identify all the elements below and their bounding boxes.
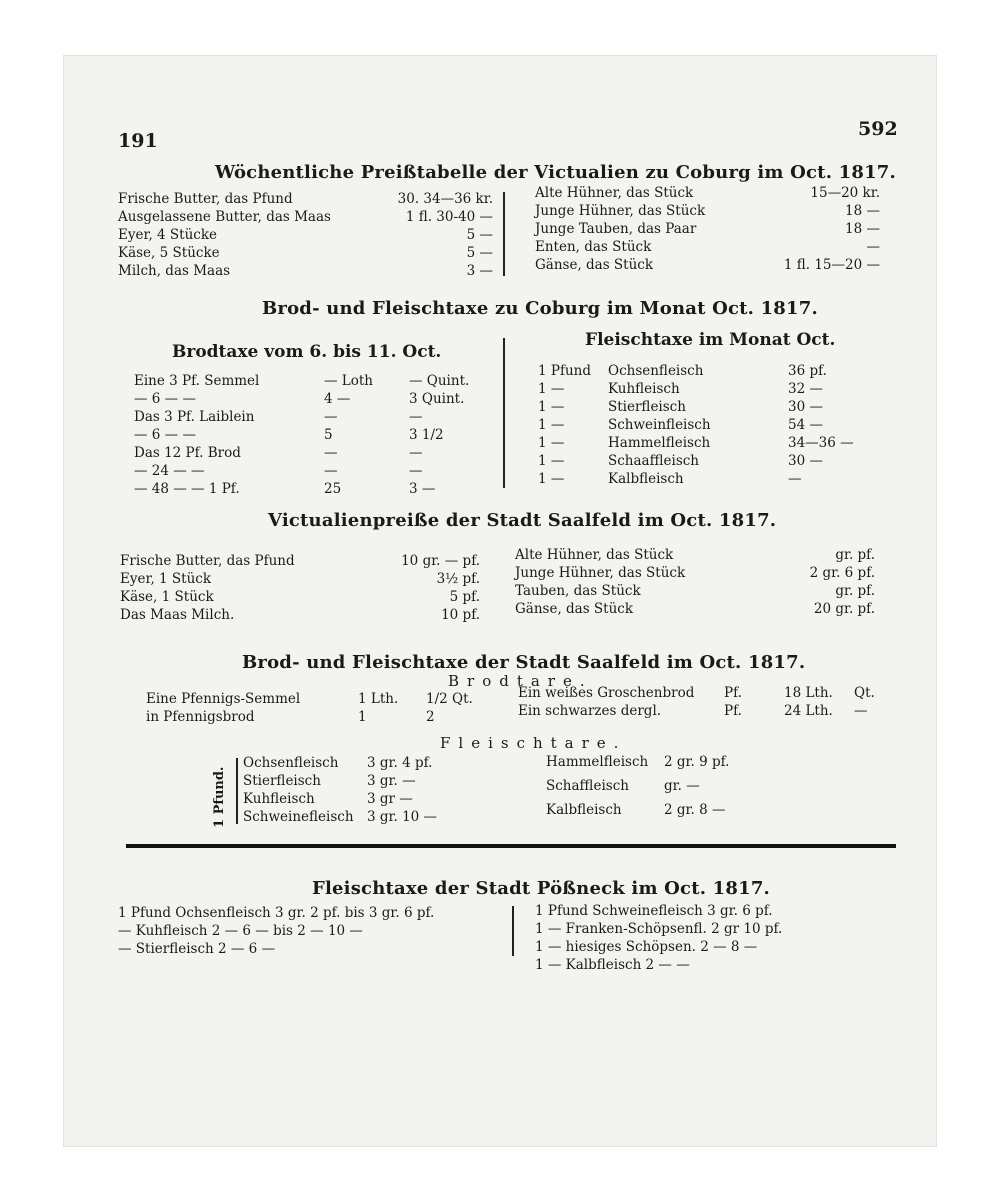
meat-price: 30 —	[788, 453, 823, 469]
meat-price: 2 gr. 9 pf.	[664, 754, 730, 770]
page-number-right: 592	[858, 118, 898, 140]
item-label: Junge Hühner, das Stück	[535, 203, 706, 219]
bread-loth: 24 Lth.	[784, 703, 833, 719]
bread-item: Eine 3 Pf. Semmel	[134, 373, 260, 389]
section-rule	[126, 844, 896, 848]
table-row	[146, 708, 516, 726]
saalfeld-prices-left-table	[120, 552, 480, 624]
bread-item: Ein weißes Groschenbrod	[518, 685, 695, 701]
table-row	[243, 790, 483, 808]
coburg-meat-table	[538, 362, 858, 488]
poessneck-left-table	[118, 904, 434, 958]
bread-item: Ein schwarzes dergl.	[518, 703, 662, 719]
side-label-pfund: 1 Pfund.	[212, 766, 227, 828]
bread-weight-quint: —	[409, 463, 423, 479]
table-row	[538, 434, 858, 452]
saalfeld-meat-left-table	[243, 754, 483, 826]
table-row	[546, 774, 806, 798]
table-row	[546, 798, 806, 822]
item-label: Junge Tauben, das Paar	[535, 221, 697, 237]
table-row	[118, 226, 493, 244]
item-label: Gänse, das Stück	[515, 601, 634, 617]
table-row	[134, 408, 474, 426]
bread-weight-loth: — Loth	[324, 373, 374, 389]
bread-item: Das 12 Pf. Brod	[134, 445, 241, 461]
table-row	[546, 750, 806, 774]
bread-weight-quint: 3 —	[409, 481, 436, 497]
table-row	[538, 362, 858, 380]
table-row	[535, 184, 880, 202]
bread-item: — 6 — —	[134, 427, 196, 443]
meat-item: Kuhfleisch	[243, 791, 315, 807]
poessneck-right-table	[535, 902, 782, 974]
meat-price: —	[788, 471, 802, 487]
coburg-tax-title: Brod- und Fleischtaxe zu Coburg im Monat Oct. 1817.	[262, 298, 818, 319]
bread-weight-quint: —	[409, 445, 423, 461]
table-row	[134, 462, 474, 480]
bread-quint: Qt.	[854, 685, 875, 701]
table-row	[134, 372, 474, 390]
meat-price: 36 pf.	[788, 363, 827, 379]
item-price: 3½ pf.	[436, 571, 480, 587]
item-label: Eyer, 1 Stück	[120, 571, 212, 587]
meat-item: Schaffleisch	[546, 778, 629, 794]
coburg-weekly-left-table	[118, 190, 493, 280]
table-row	[120, 588, 480, 606]
table-row	[535, 238, 880, 256]
table-row	[515, 564, 875, 582]
table-row	[120, 552, 480, 570]
meat-price: 3 gr. —	[367, 773, 416, 789]
item-price: 18 —	[845, 221, 880, 237]
bread-weight-quint: 3 1/2	[409, 427, 444, 443]
meat-item: Stierfleisch	[243, 773, 321, 789]
saalfeld-meat-label: Fleischtare.	[440, 734, 627, 752]
meat-item: Kalbfleisch	[546, 802, 622, 818]
item-price: 10 gr. — pf.	[401, 553, 480, 569]
item-price: 3 —	[466, 263, 493, 279]
meat-item: Stierfleisch	[608, 399, 686, 415]
table-row	[538, 380, 858, 398]
item-price: 2 gr. 6 pf.	[809, 565, 875, 581]
item-label: Frische Butter, das Pfund	[120, 553, 295, 569]
table-row: 1 — Franken-Schöpsenfl. 2 gr 10 pf.	[535, 921, 783, 937]
meat-price: 3 gr. 10 —	[367, 809, 438, 825]
table-row	[118, 262, 493, 280]
meat-qty: 1 —	[538, 453, 565, 469]
meat-item: Schweinefleisch	[243, 809, 354, 825]
column-divider	[512, 906, 514, 956]
meat-item: Kuhfleisch	[608, 381, 680, 397]
coburg-weekly-right-table	[535, 184, 880, 274]
meat-price: 32 —	[788, 381, 823, 397]
table-row	[120, 570, 480, 588]
item-price: 18 —	[845, 203, 880, 219]
meat-price: 3 gr. 4 pf.	[367, 755, 433, 771]
table-row	[515, 600, 875, 618]
table-row: 1 — hiesiges Schöpsen. 2 — 8 —	[535, 939, 758, 955]
meat-price: gr. —	[664, 778, 700, 794]
meat-price: 30 —	[788, 399, 823, 415]
table-row	[538, 416, 858, 434]
coburg-weekly-title: Wöchentliche Preißtabelle der Victualien zu Coburg im Oct. 1817.	[215, 162, 896, 183]
table-row	[535, 220, 880, 238]
meat-item: Ochsenfleisch	[608, 363, 704, 379]
table-row	[515, 582, 875, 600]
bread-item: Eine Pfennigs-Semmel	[146, 691, 301, 707]
item-label: Ausgelassene Butter, das Maas	[118, 209, 331, 225]
item-label: Junge Hühner, das Stück	[515, 565, 686, 581]
bread-item: Das 3 Pf. Laiblein	[134, 409, 255, 425]
bracket-line	[236, 758, 238, 824]
table-row	[146, 690, 516, 708]
meat-price: 34—36 —	[788, 435, 854, 451]
table-row	[538, 398, 858, 416]
column-divider	[503, 192, 505, 276]
item-label: Käse, 1 Stück	[120, 589, 214, 605]
table-row: 1 — Kalbfleisch 2 — —	[535, 957, 690, 973]
bread-loth: 1 Lth.	[358, 691, 399, 707]
coburg-bread-title: Brodtaxe vom 6. bis 11. Oct.	[172, 342, 442, 362]
item-price: 20 gr. pf.	[813, 601, 875, 617]
bread-weight-quint: 3 Quint.	[409, 391, 465, 407]
item-label: Käse, 5 Stücke	[118, 245, 220, 261]
meat-qty: 1 —	[538, 381, 565, 397]
item-price: 1 fl. 30-40 —	[405, 209, 493, 225]
bread-loth: 1	[358, 709, 367, 725]
item-price: gr. pf.	[835, 583, 875, 599]
bread-pf: Pf.	[724, 703, 742, 719]
table-row	[243, 772, 483, 790]
item-price: 15—20 kr.	[810, 185, 880, 201]
table-row	[535, 202, 880, 220]
page-number-left: 191	[118, 130, 158, 152]
item-label: Gänse, das Stück	[535, 257, 654, 273]
bread-item: — 6 — —	[134, 391, 196, 407]
table-row: — Kuhfleisch 2 — 6 — bis 2 — 10 —	[118, 923, 363, 939]
meat-item: Schaaffleisch	[608, 453, 699, 469]
item-label: Das Maas Milch.	[120, 607, 235, 623]
meat-item: Hammelfleisch	[608, 435, 711, 451]
table-row	[118, 208, 493, 226]
saalfeld-bread-left-table	[146, 690, 516, 726]
bread-quint: —	[854, 703, 868, 719]
coburg-bread-table	[134, 372, 474, 498]
item-label: Alte Hühner, das Stück	[515, 547, 674, 563]
item-price: —	[866, 239, 880, 255]
bread-weight-quint: — Quint.	[409, 373, 470, 389]
item-price: 5 —	[466, 245, 493, 261]
poessneck-title: Fleischtaxe der Stadt Pößneck im Oct. 1817.	[312, 878, 771, 899]
meat-item: Schweinfleisch	[608, 417, 711, 433]
table-row	[515, 546, 875, 564]
meat-item: Ochsenfleisch	[243, 755, 339, 771]
bread-quint: 1/2 Qt.	[426, 691, 473, 707]
bread-weight-loth: 5	[324, 427, 333, 443]
saalfeld-meat-right-table	[546, 750, 806, 822]
bread-weight-loth: —	[324, 409, 338, 425]
table-row: — Stierfleisch 2 — 6 —	[118, 941, 276, 957]
saalfeld-prices-right-table	[515, 546, 875, 618]
bread-loth: 18 Lth.	[784, 685, 833, 701]
item-label: Tauben, das Stück	[515, 583, 641, 599]
item-price: 1 fl. 15—20 —	[783, 257, 880, 273]
table-row: 1 Pfund Schweinefleisch 3 gr. 6 pf.	[535, 903, 773, 919]
table-row: 1 Pfund Ochsenfleisch 3 gr. 2 pf. bis 3 gr. 6 pf.	[118, 905, 435, 921]
meat-price: 54 —	[788, 417, 823, 433]
table-row	[120, 606, 480, 624]
table-row	[243, 754, 483, 772]
bread-item: — 24 — —	[134, 463, 205, 479]
item-label: Milch, das Maas	[118, 263, 231, 279]
item-label: Alte Hühner, das Stück	[535, 185, 694, 201]
meat-qty: 1 —	[538, 399, 565, 415]
item-price: gr. pf.	[835, 547, 875, 563]
coburg-meat-title: Fleischtaxe im Monat Oct.	[585, 330, 836, 350]
item-price: 5 —	[466, 227, 493, 243]
bread-weight-loth: 4 —	[324, 391, 351, 407]
table-row	[518, 702, 888, 720]
meat-item: Hammelfleisch	[546, 754, 649, 770]
bread-weight-loth: —	[324, 445, 338, 461]
meat-qty: 1 —	[538, 435, 565, 451]
item-label: Frische Butter, das Pfund	[118, 191, 293, 207]
meat-price: 2 gr. 8 —	[664, 802, 726, 818]
table-row	[134, 390, 474, 408]
table-row	[538, 452, 858, 470]
table-row	[134, 426, 474, 444]
column-divider	[503, 338, 505, 488]
item-price: 5 pf.	[449, 589, 480, 605]
meat-qty: 1 —	[538, 417, 565, 433]
bread-weight-loth: 25	[324, 481, 342, 497]
table-row	[134, 444, 474, 462]
item-label: Enten, das Stück	[535, 239, 652, 255]
table-row	[118, 190, 493, 208]
meat-qty: 1 —	[538, 471, 565, 487]
table-row	[118, 244, 493, 262]
bread-weight-quint: —	[409, 409, 423, 425]
meat-item: Kalbfleisch	[608, 471, 684, 487]
bread-pf: Pf.	[724, 685, 742, 701]
bread-item: — 48 — — 1 Pf.	[134, 481, 240, 497]
saalfeld-bread-right-table	[518, 684, 888, 720]
item-label: Eyer, 4 Stücke	[118, 227, 218, 243]
bread-quint: 2	[426, 709, 435, 725]
bread-item: in Pfennigsbrod	[146, 709, 255, 725]
saalfeld-prices-title: Victualienpreiße der Stadt Saalfeld im Oct. 1817.	[268, 510, 777, 531]
table-row	[243, 808, 483, 826]
saalfeld-tax-title: Brod- und Fleischtaxe der Stadt Saalfeld im Oct. 1817.	[242, 652, 806, 673]
saalfeld-bread-label: Brodtare.	[448, 672, 593, 690]
table-row	[518, 684, 888, 702]
item-price: 30. 34—36 kr.	[397, 191, 493, 207]
item-price: 10 pf.	[441, 607, 480, 623]
meat-price: 3 gr —	[367, 791, 413, 807]
table-row	[134, 480, 474, 498]
table-row	[535, 256, 880, 274]
table-row	[538, 470, 858, 488]
bread-weight-loth: —	[324, 463, 338, 479]
meat-qty: 1 Pfund	[538, 363, 591, 379]
